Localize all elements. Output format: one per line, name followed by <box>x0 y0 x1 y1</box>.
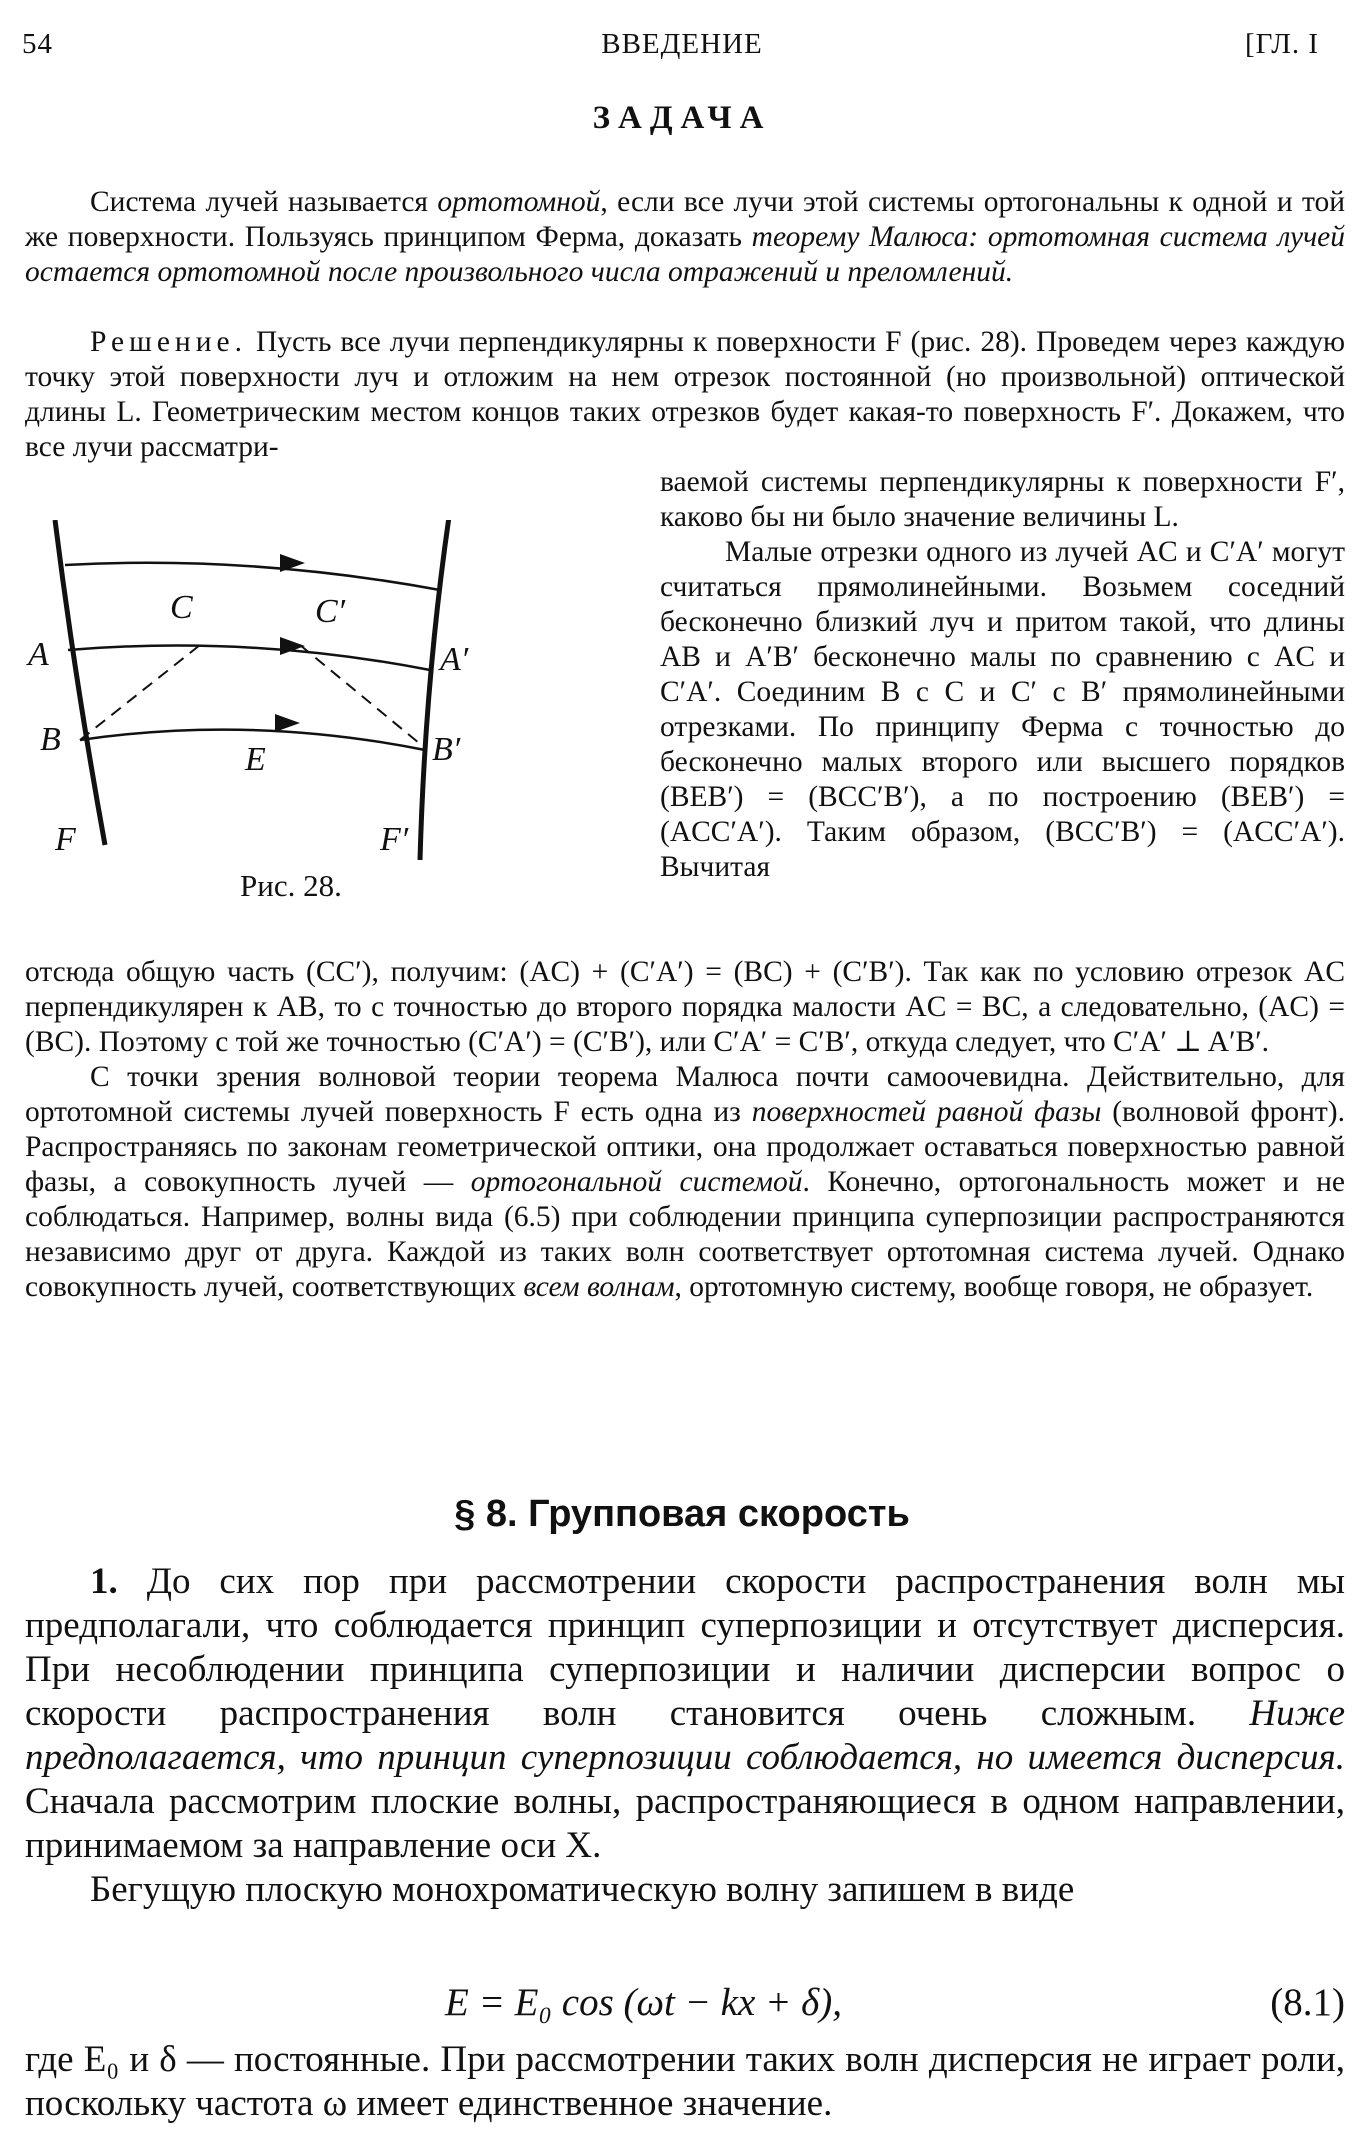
section-title: § 8. Групповая скорость <box>454 1493 910 1535</box>
segment-cb-prime <box>300 645 425 748</box>
task-heading: ЗАДАЧА <box>592 100 772 136</box>
ray-ac <box>68 646 430 671</box>
label-b: B <box>40 721 61 758</box>
section-last-paragraph: где E₀ и δ — постоянные. При рассмотрении таких волн дисперсия не играет роли, поскольку частота ω имеет единственное значение. <box>25 2039 1345 2124</box>
surface-f <box>55 520 105 845</box>
chapter-label: [ГЛ. I <box>1245 28 1320 60</box>
solution-intro: Решение. Пусть все лучи перпендикулярны к поверхности F (рис. 28). Проведем через каждую точку этой поверхности луч и отложим на нем отрезок постоянной (но произвольной) оптической длины L. Геометрическим местом концов таких отрезков будет какая-то поверхность F′. Докажем, что все лучи рассматри- <box>25 326 1345 463</box>
formula-row <box>25 1980 1345 2030</box>
solution-continued: отсюда общую часть (CC′), получим: (AC) + (C′A′) = (BC) + (C′B′). Так как по условию отрезок AC перпендикулярен к AB, то с точностью до второго порядка малости AC = BC, а следовательно, (AC) = (BC). Поэтому с той же точностью (C′A′) = (C′B′), или C′A′ = C′B′, откуда следует, что C′A′ ⊥ A′B′. С точки зрения волновой теории теорема Малюса почти самоочевидна. Действительно, для ортотомной системы лучей поверхность F есть одна из поверхностей равной фазы (волновой фронт). Распространяясь по законам геометрической оптики, она продолжает оставаться поверхностью равной фазы, а совокупность лучей — ортогональной системой. Конечно, ортогональность может и не соблюдаться. Например, волны вида (6.5) при соблюдении принципа суперпозиции распространяются независимо друг от друга. Каждой из таких волн соответствует ортотомная система лучей. Однако совокупность лучей, соответствующих всем волнам, ортотомную систему, вообще говоря, не образует. <box>25 956 1345 1303</box>
label-b-prime: B′ <box>432 731 461 768</box>
solution-label: Решение. <box>90 326 247 358</box>
formula: E = E₀ cos (ωt − kx + δ), <box>445 1981 842 2024</box>
label-f: F <box>55 821 76 858</box>
label-a-prime: A′ <box>440 641 469 678</box>
arrow-be <box>275 714 300 732</box>
task-statement: Система лучей называется ортотомной, если все лучи этой системы ортогональны к одной и той же поверхности. Пользуясь принципом Ферма, доказать теорему Малюса: ортотомная система лучей остается ортотомной после произвольного числа отражений и преломлений. <box>25 186 1345 288</box>
section-body: 1. До сих пор при рассмотрении скорости распространения волн мы предполагали, что соблюдается принцип суперпозиции и отсутствует дисперсия. При несоблюдении принципа суперпозиции и наличии дисперсии вопрос о скорости распространения волн становится очень сложным. Ниже предполагается, что принцип суперпозиции соблюдается, но имеется дисперсия. Сначала рассмотрим плоские волны, распространяющиеся в одном направлении, принимаемом за направление оси X. Бегущую плоскую монохроматическую волну запишем в виде <box>25 1561 1345 1910</box>
label-a: A <box>28 636 49 673</box>
label-f-prime: F′ <box>380 821 409 858</box>
running-title: ВВЕДЕНИЕ <box>601 28 763 60</box>
label-e: E <box>245 741 266 778</box>
paragraph-number: 1. <box>90 1561 118 1602</box>
page-number: 54 <box>22 28 53 60</box>
solution-wrapped-text: ваемой системы перпендикулярны к поверхности F′, каково бы ни было значение величины L. Малые отрезки одного из лучей AC и C′A′ могут считаться прямолинейными. Возьмем соседний бесконечно близкий луч и притом такой, что длины AB и A′B′ бесконечно малы по сравнению с AC и C′A′. Соединим B с C и C′ с B′ прямолинейными отрезками. По принципу Ферма с точностью до бесконечно малых второго или высшего порядков (BEB′) = (BCC′B′), а по построению (BEB′) = (ACC′A′). Таким образом, (BCC′B′) = (ACC′A′). Вычитая <box>660 466 1346 883</box>
ray-diagram <box>20 520 640 880</box>
segment-bc <box>80 645 200 740</box>
surface-f-prime <box>420 520 450 860</box>
label-c-prime: C′ <box>315 593 346 630</box>
figure-caption: Рис. 28. <box>240 868 342 903</box>
ray-top <box>65 563 440 590</box>
label-c: C <box>170 589 193 626</box>
formula-number: (8.1) <box>1270 1981 1345 2024</box>
